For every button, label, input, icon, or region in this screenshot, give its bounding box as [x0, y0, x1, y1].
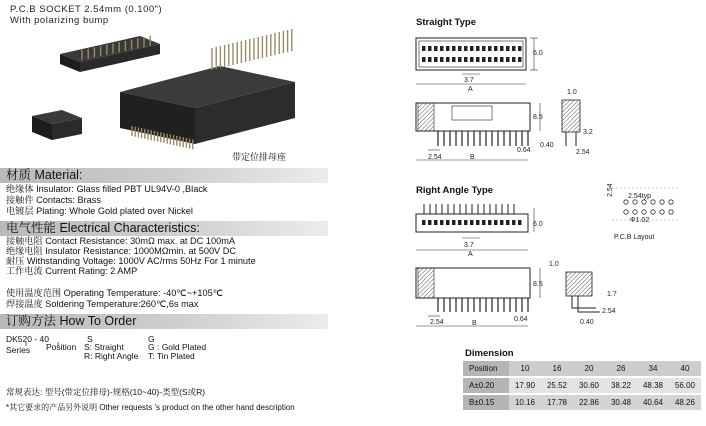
contact-hole [458, 46, 462, 51]
electrical-line: 工作电流 Current Rating: 2 AMP [6, 266, 138, 276]
table-row-label: A±0.20 [463, 377, 509, 394]
contact-hole [452, 46, 456, 51]
dim-label: 3.2 [583, 129, 593, 136]
contact-hole [452, 57, 456, 62]
contact-hole [422, 57, 426, 62]
contact-hole [446, 220, 450, 225]
connector-large [120, 66, 295, 144]
material-line: 绝缘体 Insulator: Glass filled PBT UL94V-0 ,Black [6, 184, 208, 194]
contact-hole [452, 220, 456, 225]
contact-hole [488, 46, 492, 51]
dim-label: 3.7 [464, 242, 474, 249]
contact-hole [476, 220, 480, 225]
connector-small-top [60, 36, 160, 72]
order-code: DK520 - 40 [6, 334, 49, 344]
electrical-band [0, 221, 328, 236]
dim-label: 2.54typ [628, 193, 651, 200]
order-option-tin: T: Tin Plated [148, 351, 195, 361]
straight-type-title: Straight Type [416, 17, 476, 28]
contact-hole [482, 220, 486, 225]
dimension-table [463, 361, 701, 412]
right-angle-top-view [416, 204, 543, 258]
contact-hole [500, 220, 504, 225]
pcb-layout-label: P.C.B Layout [614, 234, 655, 241]
contact-hole [482, 46, 486, 51]
contact-hole [464, 57, 468, 62]
order-band [0, 314, 328, 329]
contact-hole [494, 57, 498, 62]
contact-hole [434, 220, 438, 225]
order-code-type: S [87, 334, 93, 344]
contact-hole [506, 220, 510, 225]
dim-label: 2.54 [576, 149, 590, 156]
order-heading: 订购方法 How To Order [6, 314, 137, 328]
straight-side-view [540, 89, 593, 156]
contact-hole [428, 57, 432, 62]
contact-hole [518, 46, 522, 51]
pcb-layout [607, 183, 680, 241]
straight-top-view [416, 38, 543, 93]
contact-hole [518, 57, 522, 62]
table-row [463, 361, 701, 377]
contact-hole [446, 46, 450, 51]
dim-label: 1.0 [567, 89, 577, 96]
order-position-label: Position [46, 342, 77, 352]
right-angle-front-view [416, 268, 543, 327]
product-title: P.C.B SOCKET 2.54mm (0.100") [10, 4, 163, 15]
table-cell: 48.38 [637, 377, 669, 394]
dim-label: 1.7 [607, 291, 617, 298]
contact-hole [476, 57, 480, 62]
electrical-line: 绝缘电阻 Insulator Resistance: 1000MΩmin. at 500V DC [6, 246, 237, 256]
contact-hole [458, 57, 462, 62]
dim-label: 6.0 [533, 50, 543, 57]
table-header-cell: Position [463, 361, 509, 377]
table-cell: 10.16 [509, 394, 541, 411]
table-row [463, 394, 701, 411]
order-code-plating: G [148, 334, 155, 344]
straight-front-view [416, 103, 543, 161]
dim-label: 2.54 [430, 319, 444, 326]
dim-label: 8.5 [533, 114, 543, 121]
material-band [0, 168, 328, 183]
contact-hole [512, 46, 516, 51]
table-cell: 30.60 [573, 377, 605, 394]
table-header-cell: 40 [669, 361, 701, 377]
contact-hole [434, 57, 438, 62]
contact-hole [476, 46, 480, 51]
material-line: 电镀层 Plating: Whole Gold plated over Nickel [6, 206, 193, 216]
contact-hole [428, 46, 432, 51]
table-cell: 22.86 [573, 394, 605, 411]
electrical-heading: 电气性能 Electrical Characteristics: [6, 221, 200, 235]
order-option-right-angle: R: Right Angle [84, 351, 139, 361]
contact-hole [512, 220, 516, 225]
dim-label: 0.40 [580, 319, 594, 326]
temperature-line: 使用温度范围 Operating Temperature: -40℃~+105℃ [6, 288, 224, 298]
table-cell: 17.90 [509, 377, 541, 394]
table-cell: 38.22 [605, 377, 637, 394]
order-note: *其它要求的产品另外说明 Other requests 's product on the other hand description [6, 403, 295, 412]
dim-label: B [470, 154, 475, 161]
contact-hole [506, 46, 510, 51]
contact-hole [470, 57, 474, 62]
dim-label: 2.54 [607, 183, 614, 197]
contact-hole [440, 220, 444, 225]
order-option-straight: S: Straight [84, 342, 124, 352]
table-row [463, 377, 701, 394]
dim-label: 6.0 [533, 221, 543, 228]
table-cell: 30.48 [605, 394, 637, 411]
contact-hole [506, 57, 510, 62]
dimension-title: Dimension [465, 348, 514, 359]
pcb-hole [633, 200, 637, 204]
dim-label: 1.0 [549, 261, 559, 268]
pcb-hole [642, 200, 646, 204]
table-cell: 48.26 [669, 394, 701, 411]
pcb-hole [660, 200, 664, 204]
contact-hole [440, 57, 444, 62]
pcb-hole [651, 210, 655, 214]
dim-label: B [472, 320, 477, 327]
pcb-hole [624, 200, 628, 204]
material-line: 接触件 Contacts: Brass [6, 195, 101, 205]
contact-hole [518, 220, 522, 225]
contact-hole [428, 220, 432, 225]
electrical-line: 耐压 Withstanding Voltage: 1000V AC/rms 50Hz For 1 minute [6, 256, 256, 266]
dim-label: Φ1.02 [630, 217, 650, 224]
table-cell: 17.78 [541, 394, 573, 411]
contact-hole [434, 46, 438, 51]
contact-hole [446, 57, 450, 62]
dim-label: 0.40 [540, 142, 554, 149]
contact-hole [464, 46, 468, 51]
contact-hole [494, 46, 498, 51]
table-cell: 56.00 [669, 377, 701, 394]
contact-hole [470, 46, 474, 51]
order-example: 常规表达: 型号(带定位排母)-规格(10~40)-类型(S或R) [6, 387, 206, 397]
table-header-cell: 26 [605, 361, 637, 377]
dim-label: 8.5 [533, 281, 543, 288]
pcb-hole [669, 200, 673, 204]
pcb-hole [651, 200, 655, 204]
contact-hole [500, 57, 504, 62]
order-option-gold: G : Gold Plated [148, 342, 207, 352]
pcb-hole [660, 210, 664, 214]
contact-hole [464, 220, 468, 225]
material-heading: 材质 Material: [6, 168, 83, 182]
table-header-cell: 34 [637, 361, 669, 377]
order-series-label: Series [6, 345, 31, 355]
pcb-hole [633, 210, 637, 214]
contact-hole [488, 220, 492, 225]
table-cell: 40.64 [637, 394, 669, 411]
right-angle-type-title: Right Angle Type [416, 185, 494, 196]
contact-hole [482, 57, 486, 62]
dim-label: 0.64 [517, 147, 531, 154]
electrical-line: 接触电阻 Contact Resistance: 30mΩ max. at DC 100mA [6, 236, 235, 246]
pcb-hole [669, 210, 673, 214]
product-subtitle: With polarizing bump [10, 15, 109, 26]
contact-hole [494, 220, 498, 225]
dim-label: A [468, 86, 473, 93]
photo-caption: 带定位排母座 [232, 152, 287, 162]
contact-hole [422, 220, 426, 225]
table-row-label: B±0.15 [463, 394, 509, 411]
dim-label: 0.64 [514, 316, 528, 323]
contact-hole [512, 57, 516, 62]
temperature-line: 焊接温度 Soldering Temperature:260℃,6s max [6, 299, 199, 309]
connector-small-bottom [32, 110, 82, 140]
pcb-hole [642, 210, 646, 214]
table-header-cell: 10 [509, 361, 541, 377]
dim-label: 2.54 [428, 154, 442, 161]
contact-hole [500, 46, 504, 51]
table-header-cell: 20 [573, 361, 605, 377]
contact-hole [458, 220, 462, 225]
dim-label: A [468, 251, 473, 258]
table-header-cell: 16 [541, 361, 573, 377]
contact-hole [422, 46, 426, 51]
right-angle-side-view [549, 261, 617, 326]
contact-hole [440, 46, 444, 51]
pcb-hole [624, 210, 628, 214]
dim-label: 2.54 [602, 308, 616, 315]
contact-hole [470, 220, 474, 225]
dim-label: 3.7 [464, 77, 474, 84]
product-photo [20, 22, 310, 162]
table-cell: 25.52 [541, 377, 573, 394]
technical-drawing [400, 28, 706, 338]
contact-hole [488, 57, 492, 62]
